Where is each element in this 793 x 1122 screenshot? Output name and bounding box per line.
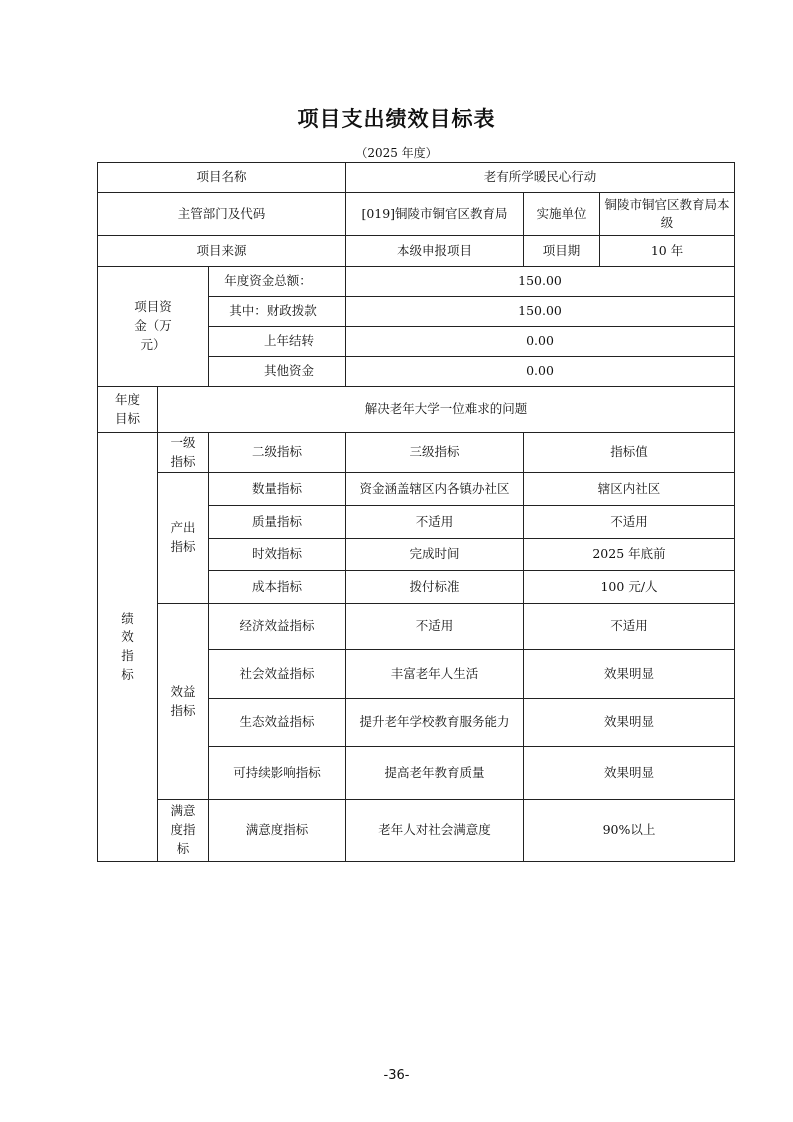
level2-cell: 社会效益指标 [209,650,346,699]
source-row [98,236,735,267]
value-cell: 90%以上 [524,800,735,862]
level2-cell: 质量指标 [209,506,346,539]
value-cell: 不适用 [524,506,735,539]
header-level1: 一级指标 [158,433,209,473]
level2-cell: 经济效益指标 [209,604,346,650]
indicator-header-row [98,433,735,473]
funds-carryover-label: 上年结转 [209,327,346,357]
annual-goal-row [98,387,735,433]
header-level2: 二级指标 [209,433,346,473]
funds-label: 项目资金（万元） [98,267,209,387]
source-value: 本级申报项目 [346,236,524,267]
value-cell: 辖区内社区 [524,473,735,506]
level3-cell: 提升老年学校教育服务能力 [346,699,524,747]
level3-cell: 拨付标准 [346,571,524,604]
level3-cell: 资金涵盖辖区内各镇办社区 [346,473,524,506]
dept-value: [019]铜陵市铜官区教育局 [346,193,524,236]
benefit-indicators-label: 效益指标 [158,604,209,800]
level2-cell: 时效指标 [209,539,346,571]
value-cell: 不适用 [524,604,735,650]
level3-cell: 提高老年教育质量 [346,747,524,800]
funds-carryover-value: 0.00 [346,327,735,357]
level3-cell: 不适用 [346,604,524,650]
page-number: -36- [383,1068,410,1083]
level2-cell: 数量指标 [209,473,346,506]
funds-total-row [98,267,735,297]
indicators-label: 绩效指标 [98,433,158,862]
value-cell: 效果明显 [524,650,735,699]
level3-cell: 完成时间 [346,539,524,571]
funds-total-label: 年度资金总额： [209,267,346,297]
table-title: 项目支出绩效目标表 [297,107,496,131]
funds-fiscal-value: 150.00 [346,297,735,327]
level2-cell: 成本指标 [209,571,346,604]
header-level3: 三级指标 [346,433,524,473]
level2-cell: 可持续影响指标 [209,747,346,800]
period-label: 项目期 [524,236,600,267]
level3-cell: 丰富老年人生活 [346,650,524,699]
table-row [98,800,735,862]
funds-other-label: 其他资金 [209,357,346,387]
satisfaction-indicators-label: 满意度指标 [158,800,209,862]
annual-goal-value: 解决老年大学一位难求的问题 [158,387,735,433]
value-cell: 效果明显 [524,747,735,800]
level3-cell: 不适用 [346,506,524,539]
table-row [98,473,735,506]
funds-total-value: 150.00 [346,267,735,297]
table-row [98,604,735,650]
fiscal-year: （2025 年度） [355,146,438,160]
value-cell: 2025 年底前 [524,539,735,571]
project-name-row [98,163,735,193]
value-cell: 效果明显 [524,699,735,747]
dept-row [98,193,735,236]
funds-other-value: 0.00 [346,357,735,387]
performance-target-table [97,162,735,862]
level2-cell: 满意度指标 [209,800,346,862]
value-cell: 100 元/人 [524,571,735,604]
header-value: 指标值 [524,433,735,473]
impl-unit-value: 铜陵市铜官区教育局本级 [600,193,735,236]
dept-label: 主管部门及代码 [98,193,346,236]
project-name-label: 项目名称 [98,163,346,193]
funds-fiscal-label: 其中：财政拨款 [209,297,346,327]
level3-cell: 老年人对社会满意度 [346,800,524,862]
output-indicators-label: 产出指标 [158,473,209,604]
impl-unit-label: 实施单位 [524,193,600,236]
level2-cell: 生态效益指标 [209,699,346,747]
annual-goal-label: 年度目标 [98,387,158,433]
source-label: 项目来源 [98,236,346,267]
project-name-value: 老有所学暖民心行动 [346,163,735,193]
period-value: 10 年 [600,236,735,267]
